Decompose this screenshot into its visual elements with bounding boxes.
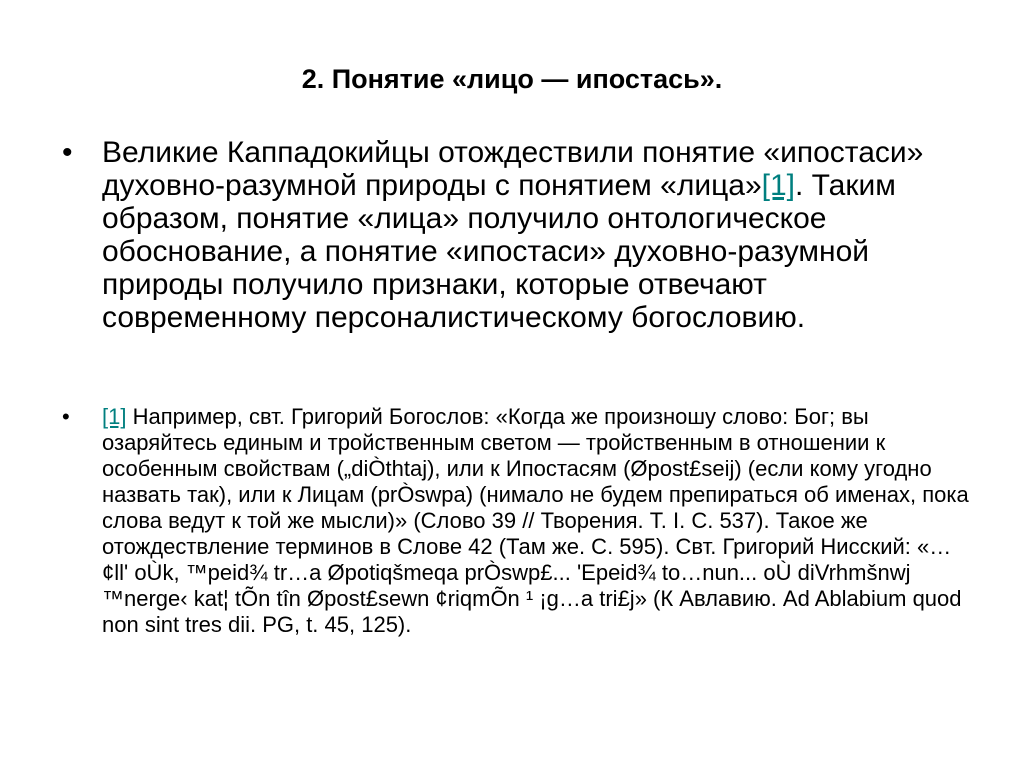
footnote-bullet-marker: • <box>62 404 70 429</box>
footnote-reference-link[interactable]: [1] <box>761 169 795 202</box>
main-bullet-text <box>102 136 962 334</box>
footnote-text <box>102 404 970 638</box>
footnote-backlink[interactable]: [1] <box>102 404 127 429</box>
slide-title: 2. Понятие «лицо — ипостась». <box>301 64 723 94</box>
main-bullet-marker: • <box>62 136 73 169</box>
main-bullet <box>62 136 962 334</box>
main-bullet-text-before-ref: Великие Каппадокийцы отождествили понятие «ипостаси» духовно-разумной природы с понятием «лица» <box>102 136 924 202</box>
main-bullet-text-after-ref: . Таким образом, понятие «лица» получило онтологическое обоснование, а понятие «ипостаси» духовно-разумной природы получило признаки, которые отвечают современному персоналистическому богословию. <box>102 169 896 334</box>
footnote-bullet <box>62 404 972 638</box>
footnote-body: Например, свт. Григорий Богослов: «Когда же произношу слово: Бог; вы озаряйтесь единым и тройственным светом — тройственным в отношении к особенным свойствам („diÒthtaj), или к Ипостасям (Øpost£seij) (если кому угодно назвать так), или к Лицам (prÒswpa) (нимало не будем препираться об именах, пока слова ведут к той же мысли)» (Слово 39 // Творения. Т. I. С. 537). Такое же отождествление терминов в Слове 42 (Там же. С. 595). Свт. Григорий Нисский: «…¢ll' oÙk, ™peid¾ tr…a Øpotiqšmeqa prÒswp£... 'Epeid¾ to…nun... oÙ diVrhmšnwj ™nerge‹ kat¦ tÕn tîn Øpost£sewn ¢riqmÕn ¹ ¡g…a tri£j» (К Авлавию. Ad Ablabium quod non sint tres dii. PG, t. 45, 125). <box>102 404 969 637</box>
